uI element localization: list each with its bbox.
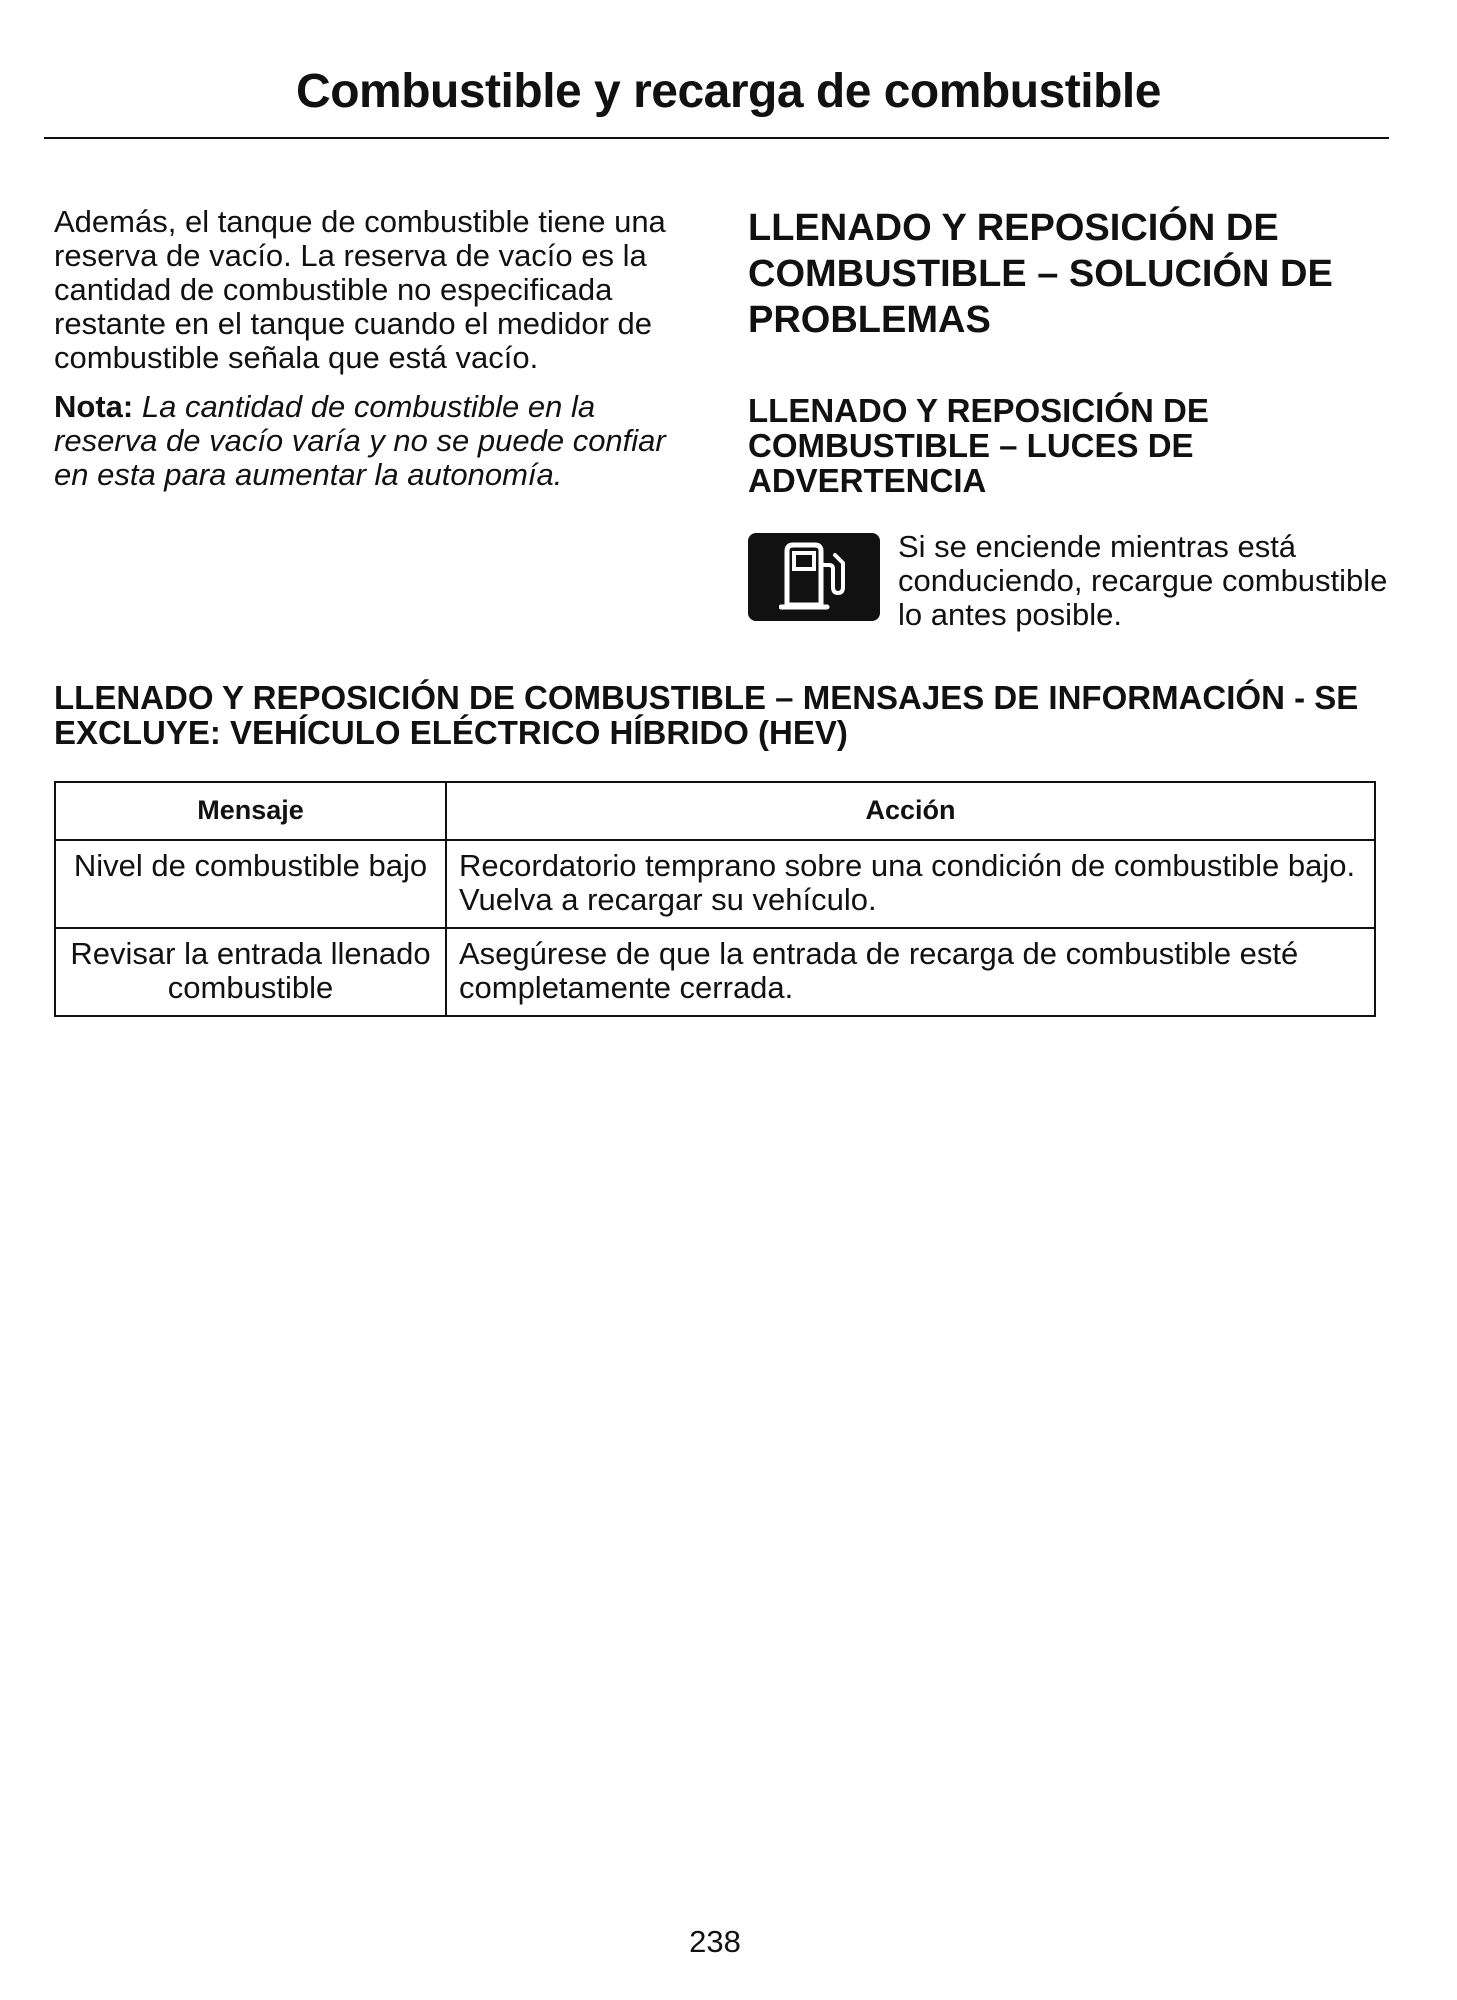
reserve-paragraph: Además, el tanque de combustible tiene una reserva de vacío. La reserva de vacío es la cantidad de combustible no especificada restante en el tanque cuando el medidor de combustible señala que está vacío. bbox=[54, 204, 666, 375]
fuel-pump-icon bbox=[748, 533, 880, 621]
left-column bbox=[54, 205, 694, 507]
right-column bbox=[748, 205, 1388, 632]
note-label: Nota: bbox=[54, 389, 134, 424]
heading-warning-lamps: LLENADO Y REPOSICIÓN DE COMBUSTIBLE – LUCES DE ADVERTENCIA bbox=[748, 392, 1209, 499]
action-cell: Asegúrese de que la entrada de recarga de combustible esté completamente cerrada. bbox=[446, 928, 1375, 1016]
heading-information-messages: LLENADO Y REPOSICIÓN DE COMBUSTIBLE – MENSAJES DE INFORMACIÓN - SE EXCLUYE: VEHÍCULO ELÉCTRICO HÍBRIDO (HEV) bbox=[54, 679, 1359, 751]
information-messages-table bbox=[54, 781, 1376, 1017]
fuel-pump-icon-graphic bbox=[779, 541, 849, 613]
warning-lamp-row bbox=[748, 530, 1388, 632]
message-cell: Nivel de combustible bajo bbox=[55, 840, 446, 928]
page-title: Combustible y recarga de combustible bbox=[296, 65, 1161, 118]
table-header-row bbox=[55, 782, 1375, 840]
note-text: La cantidad de combustible en la reserva de vacío varía y no se puede confiar en esta para aumentar la autonomía. bbox=[54, 389, 666, 492]
heading-troubleshooting: LLENADO Y REPOSICIÓN DE COMBUSTIBLE – SOLUCIÓN DE PROBLEMAS bbox=[748, 207, 1333, 341]
warning-lamp-text: Si se enciende mientras está conduciendo, recargue combustible lo antes posible. bbox=[898, 529, 1388, 632]
table-row bbox=[55, 840, 1375, 928]
page-number: 238 bbox=[689, 1924, 741, 1959]
title-divider bbox=[44, 137, 1389, 139]
column-header-message: Mensaje bbox=[55, 782, 446, 840]
column-header-action: Acción bbox=[446, 782, 1375, 840]
action-cell: Recordatorio temprano sobre una condición de combustible bajo. Vuelva a recargar su vehículo. bbox=[446, 840, 1375, 928]
note-paragraph bbox=[54, 390, 694, 492]
table-row bbox=[55, 928, 1375, 1016]
message-cell: Revisar la entrada llenado combustible bbox=[55, 928, 446, 1016]
